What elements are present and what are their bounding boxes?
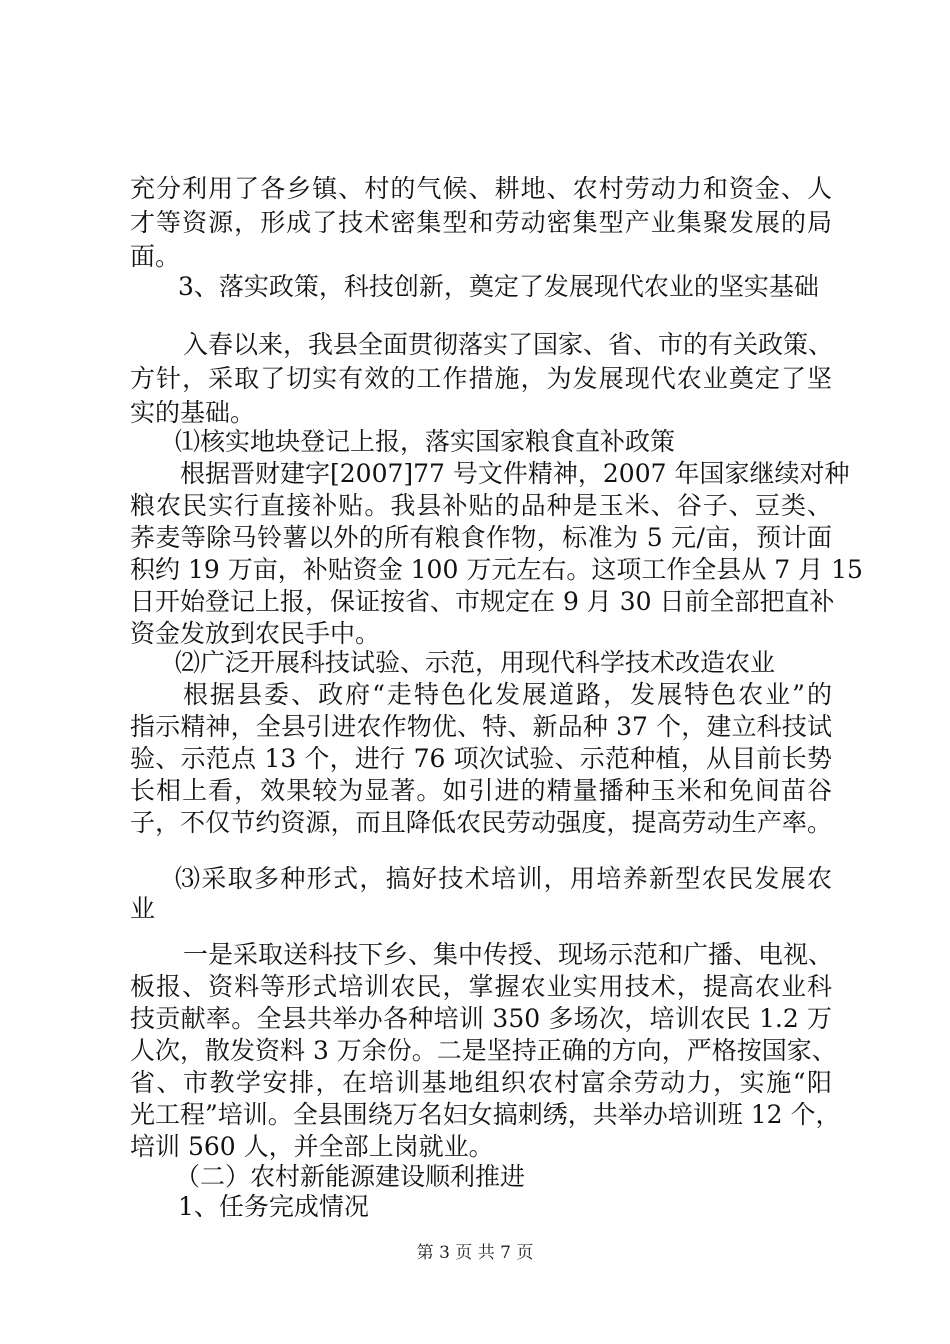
paragraph-line: 省、市教学安排，在培训基地组织农村富余劳动力，实施“阳: [130, 1068, 832, 1097]
subsection-heading: ⑴核实地块登记上报，落实国家粮食直补政策: [175, 427, 676, 456]
paragraph-line: 资金发放到农民手中。: [130, 619, 381, 648]
subsection-heading: 业: [130, 894, 156, 923]
paragraph-line: 积约 19 万亩，补贴资金 100 万元左右。这项工作全县从 7 月 15: [130, 555, 863, 584]
subsection-heading: ⑶采取多种形式，搞好技术培训，用培养新型农民发展农: [175, 864, 832, 893]
paragraph-line: 根据晋财建字[2007]77 号文件精神，2007 年国家继续对种: [180, 459, 850, 488]
section-heading: 1、任务完成情况: [178, 1192, 369, 1221]
paragraph-line: 光工程”培训。全县围绕万名妇女搞刺绣，共举办培训班 12 个，: [130, 1100, 841, 1129]
paragraph-line: 日开始登记上报，保证按省、市规定在 9 月 30 日前全部把直补: [130, 587, 835, 616]
paragraph-line: 板报、资料等形式培训农民，掌握农业实用技术，提高农业科: [130, 972, 832, 1001]
paragraph-line: 实的基础。: [130, 398, 256, 427]
section-heading: （二）农村新能源建设顺利推进: [175, 1162, 526, 1191]
paragraph-line: 根据县委、政府“走特色化发展道路，发展特色农业”的: [183, 680, 832, 709]
paragraph-line: 面。: [130, 242, 181, 271]
paragraph-line: 入春以来，我县全面贯彻落实了国家、省、市的有关政策、: [183, 330, 834, 359]
paragraph-line: 培训 560 人，并全部上岗就业。: [130, 1132, 494, 1161]
page-footer: 第 3 页 共 7 页: [416, 1243, 534, 1263]
paragraph-line: 粮农民实行直接补贴。我县补贴的品种是玉米、谷子、豆类、: [130, 491, 832, 520]
paragraph-line: 人次，散发资料 3 万余份。二是坚持正确的方向，严格按国家、: [130, 1036, 837, 1065]
paragraph-line: 方针，采取了切实有效的工作措施，为发展现代农业奠定了坚: [130, 364, 832, 393]
section-heading: 3、落实政策，科技创新，奠定了发展现代农业的坚实基础: [178, 272, 819, 301]
paragraph-line: 验、示范点 13 个，进行 76 项次试验、示范种植，从目前长势: [130, 744, 832, 773]
paragraph-line: 荞麦等除马铃薯以外的所有粮食作物，标准为 5 元/亩，预计面: [130, 523, 832, 552]
paragraph-line: 指示精神，全县引进农作物优、特、新品种 37 个，建立科技试: [130, 712, 832, 741]
subsection-heading: ⑵广泛开展科技试验、示范，用现代科学技术改造农业: [175, 648, 776, 677]
paragraph-line: 一是采取送科技下乡、集中传授、现场示范和广播、电视、: [183, 940, 834, 969]
paragraph-line: 技贡献率。全县共举办各种培训 350 多场次，培训农民 1.2 万: [130, 1004, 832, 1033]
paragraph-line: 充分利用了各乡镇、村的气候、耕地、农村劳动力和资金、人: [130, 174, 832, 203]
paragraph-line: 长相上看，效果较为显著。如引进的精量播种玉米和免间苗谷: [130, 776, 832, 805]
paragraph-line: 子，不仅节约资源，而且降低农民劳动强度，提高劳动生产率。: [130, 808, 832, 837]
paragraph-line: 才等资源，形成了技术密集型和劳动密集型产业集聚发展的局: [130, 208, 832, 237]
